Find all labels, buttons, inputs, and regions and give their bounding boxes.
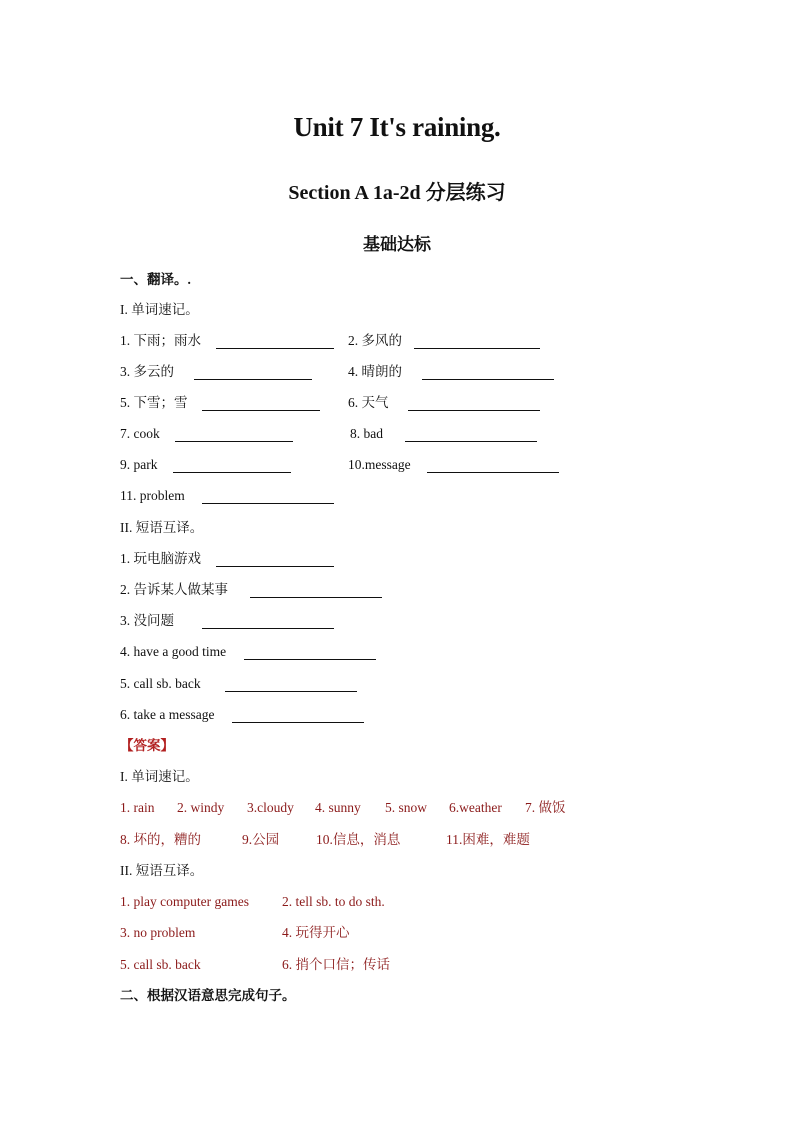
answer-item: 2. windy bbox=[177, 800, 225, 815]
phrase-item: 6. take a message bbox=[120, 707, 215, 722]
answer-item: 11.困难，难题 bbox=[446, 832, 530, 847]
word-item: 4. 晴朗的 bbox=[348, 364, 402, 379]
word-item: 8. bad bbox=[350, 426, 383, 441]
phrase-item: 2. 告诉某人做某事 bbox=[120, 582, 228, 597]
answer-label: 【答案】 bbox=[120, 738, 174, 753]
answer-blank[interactable] bbox=[202, 503, 334, 504]
phrase-item: 5. call sb. back bbox=[120, 676, 201, 691]
word-item: 5. 下雪；雪 bbox=[120, 395, 188, 410]
answer-blank[interactable] bbox=[173, 472, 291, 473]
answer-item: 9.公园 bbox=[242, 832, 280, 847]
answer-item: 3.cloudy bbox=[247, 800, 294, 815]
phrase-section-title: II. 短语互译。 bbox=[120, 520, 204, 535]
answer-blank[interactable] bbox=[216, 566, 334, 567]
answer-blank[interactable] bbox=[427, 472, 559, 473]
answer-blank[interactable] bbox=[232, 722, 364, 723]
phrase-item: 1. 玩电脑游戏 bbox=[120, 551, 201, 566]
answer-item: 2. tell sb. to do sth. bbox=[282, 894, 385, 909]
word-item: 1. 下雨；雨水 bbox=[120, 333, 201, 348]
word-item: 7. cook bbox=[120, 426, 160, 441]
answer-item: 10.信息，消息 bbox=[316, 832, 401, 847]
answer-word-section-title: I. 单词速记。 bbox=[120, 769, 199, 784]
phrase-item: 4. have a good time bbox=[120, 644, 227, 659]
phrase-item: 3. 没问题 bbox=[120, 613, 174, 628]
level-heading: 基础达标 bbox=[363, 235, 431, 254]
answer-item: 6. 捎个口信；传话 bbox=[282, 957, 390, 972]
word-item: 9. park bbox=[120, 457, 158, 472]
answer-item: 4. sunny bbox=[315, 800, 361, 815]
word-item: 3. 多云的 bbox=[120, 364, 174, 379]
answer-item: 6.weather bbox=[449, 800, 502, 815]
answer-blank[interactable] bbox=[194, 379, 312, 380]
answer-blank[interactable] bbox=[202, 628, 334, 629]
answer-blank[interactable] bbox=[405, 441, 537, 442]
answer-blank[interactable] bbox=[414, 348, 540, 349]
answer-blank[interactable] bbox=[250, 597, 382, 598]
answer-item: 4. 玩得开心 bbox=[282, 925, 350, 940]
answer-blank[interactable] bbox=[202, 410, 320, 411]
part1-heading: 一、翻译。. bbox=[120, 272, 191, 287]
word-item: 10.message bbox=[348, 457, 411, 472]
part2-heading: 二、根据汉语意思完成句子。 bbox=[120, 988, 296, 1003]
answer-blank[interactable] bbox=[216, 348, 334, 349]
answer-item: 3. no problem bbox=[120, 925, 196, 940]
word-item: 6. 天气 bbox=[348, 395, 389, 410]
answer-item: 1. rain bbox=[120, 800, 155, 815]
answer-item: 7. 做饭 bbox=[525, 800, 566, 815]
answer-blank[interactable] bbox=[225, 691, 357, 692]
page-title: Unit 7 It's raining. bbox=[293, 112, 501, 142]
answer-blank[interactable] bbox=[422, 379, 554, 380]
answer-item: 1. play computer games bbox=[120, 894, 249, 909]
answer-item: 5. call sb. back bbox=[120, 957, 201, 972]
answer-blank[interactable] bbox=[408, 410, 540, 411]
answer-blank[interactable] bbox=[175, 441, 293, 442]
word-item: 11. problem bbox=[120, 488, 185, 503]
word-item: 2. 多风的 bbox=[348, 333, 402, 348]
answer-phrase-section-title: II. 短语互译。 bbox=[120, 863, 204, 878]
answer-item: 8. 坏的，糟的 bbox=[120, 832, 201, 847]
page-subtitle: Section A 1a-2d 分层练习 bbox=[288, 182, 506, 204]
answer-blank[interactable] bbox=[244, 659, 376, 660]
answer-item: 5. snow bbox=[385, 800, 428, 815]
word-section-title: I. 单词速记。 bbox=[120, 302, 199, 317]
